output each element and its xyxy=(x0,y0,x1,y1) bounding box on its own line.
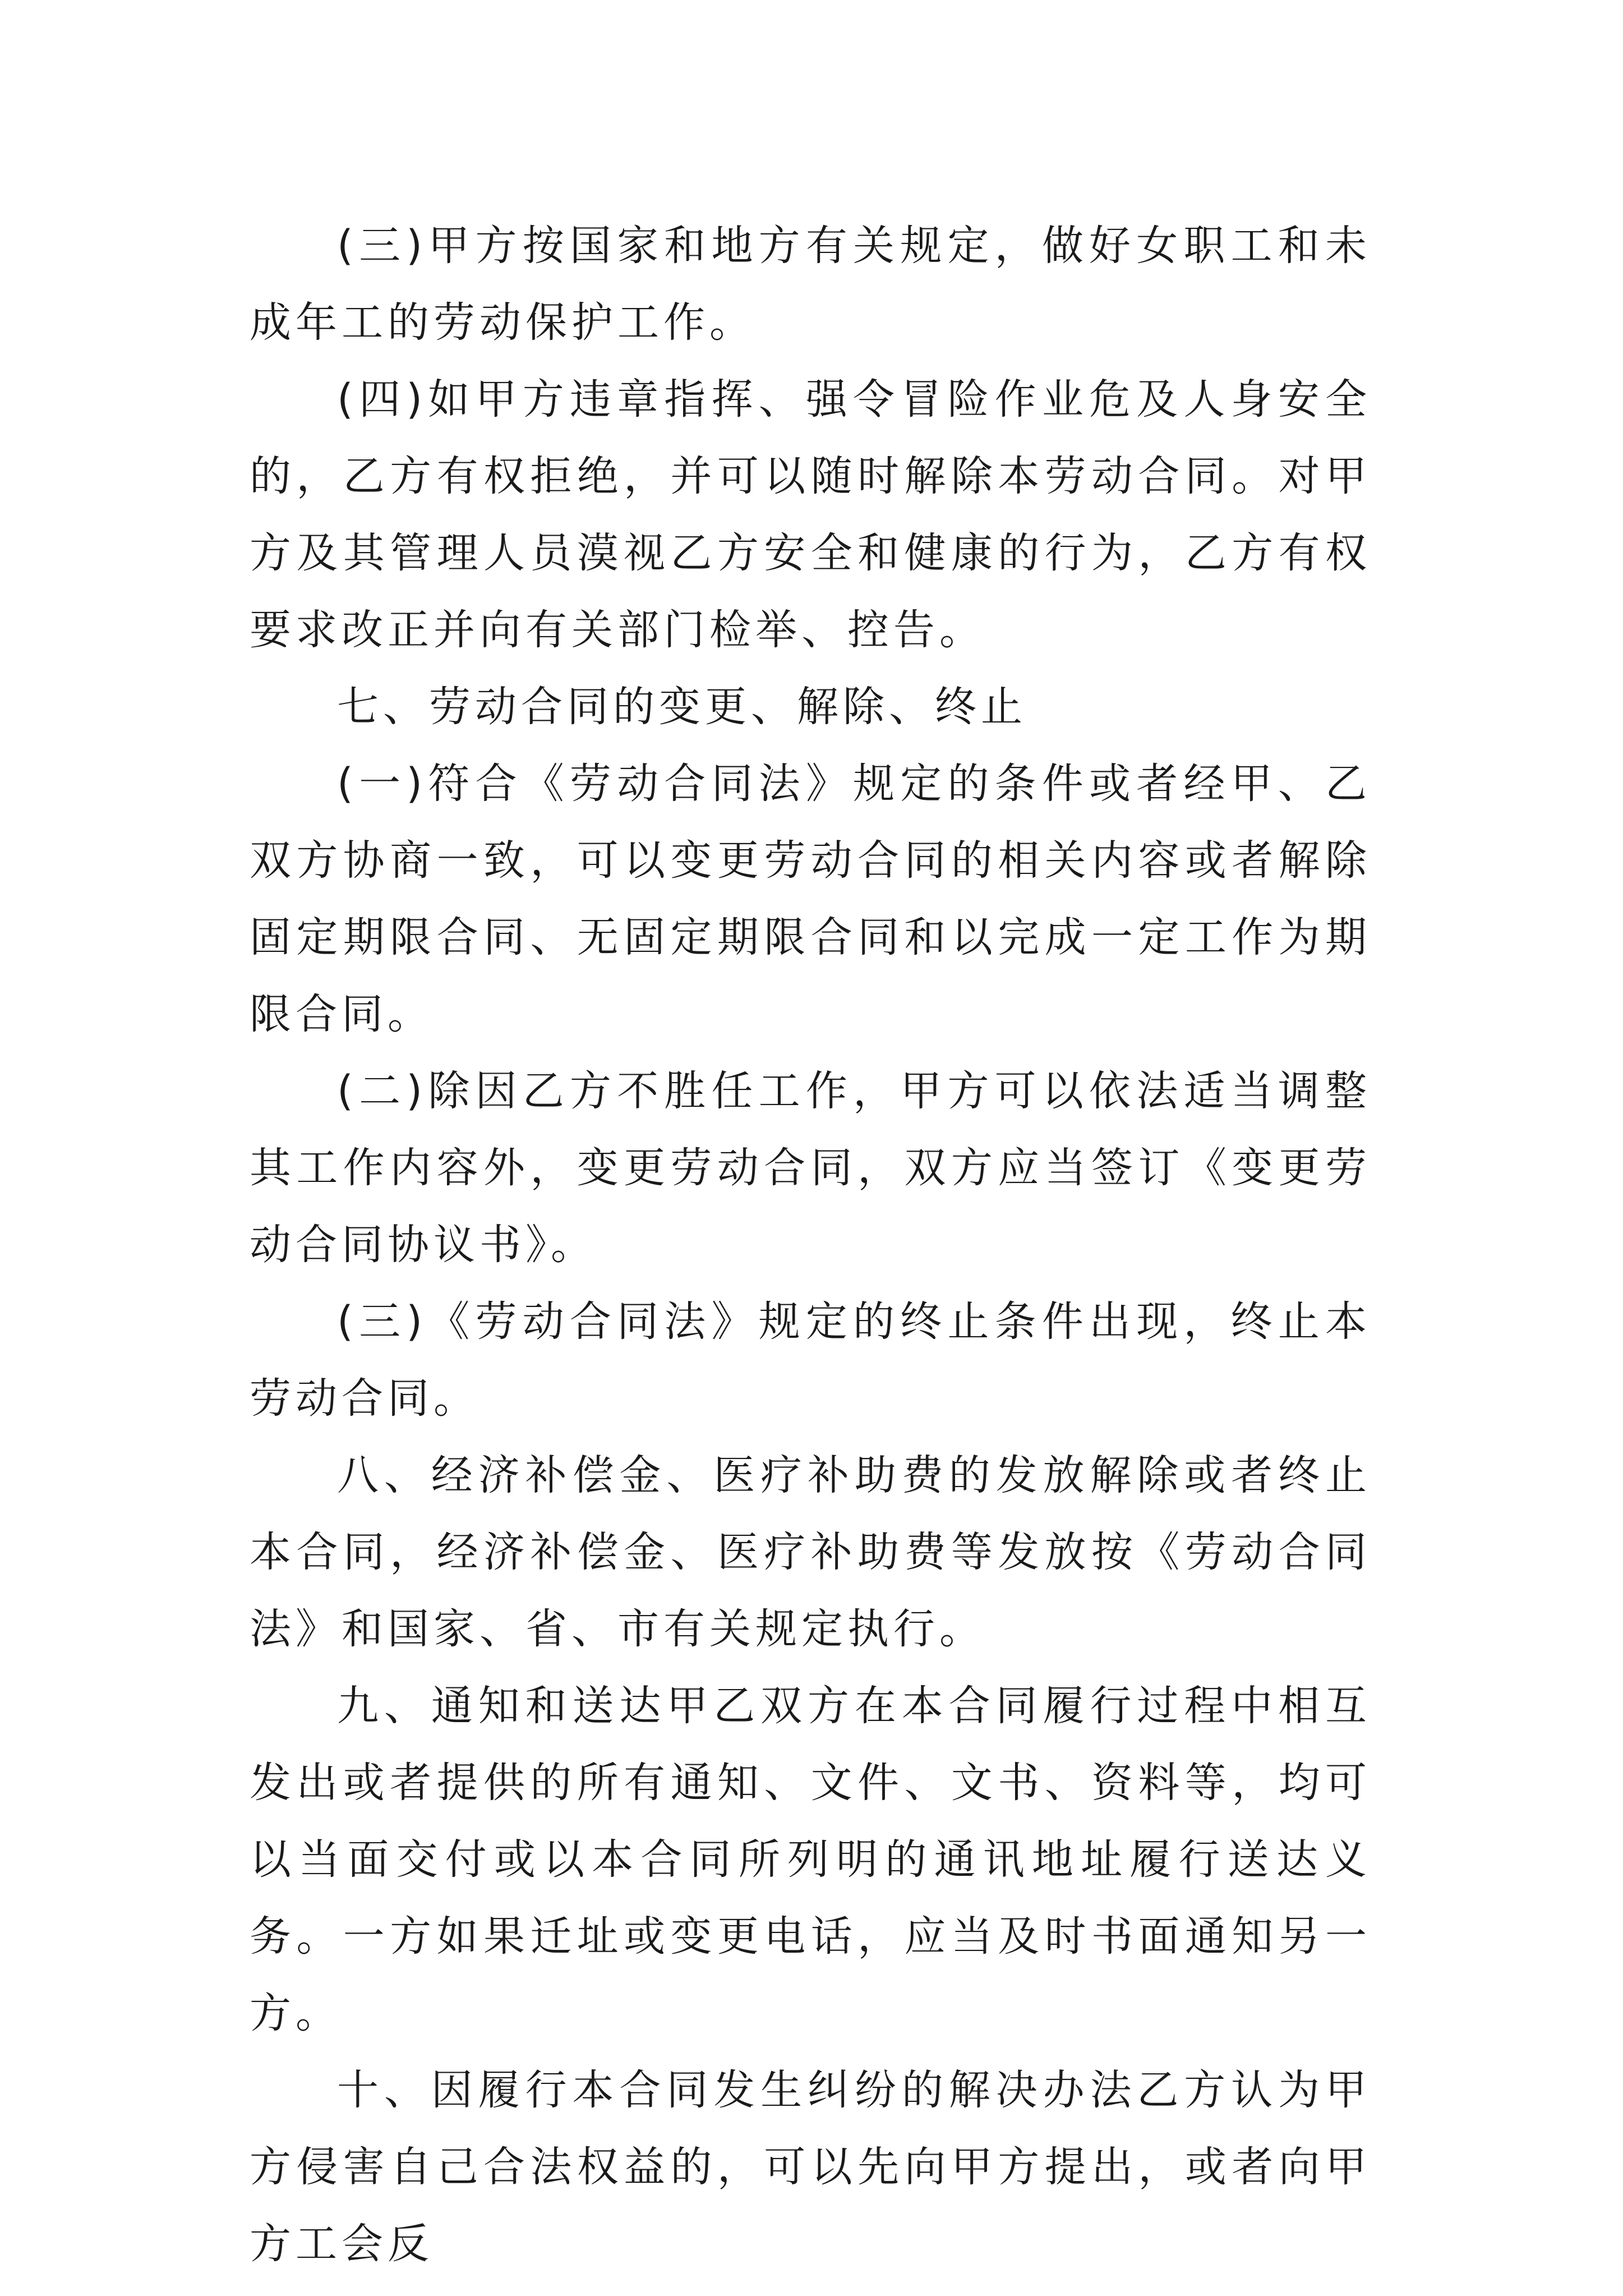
paragraph-section-9: 九、通知和送达甲乙双方在本合同履行过程中相互发出或者提供的所有通知、文件、文书、资料等，均可以当面交付或以本合同所列明的通讯地址履行送达义务。一方如果迁址或变更电话，应当及时书面通知另一方。 xyxy=(250,1682,1371,2037)
paragraph-clause-6-4: (四)如甲方违章指挥、强令冒险作业危及人身安全的，乙方有权拒绝，并可以随时解除本劳动合同。对甲方及其管理人员漠视乙方安全和健康的行为，乙方有权要求改正并向有关部门检举、控告。 xyxy=(250,375,1371,654)
paragraph-clause-7-1: (一)符合《劳动合同法》规定的条件或者经甲、乙双方协商一致，可以变更劳动合同的相关内容或者解除固定期限合同、无固定期限合同和以完成一定工作为期限合同。 xyxy=(250,760,1371,1038)
paragraph-section-8: 八、经济补偿金、医疗补助费的发放解除或者终止本合同，经济补偿金、医疗补助费等发放按《劳动合同法》和国家、省、市有关规定执行。 xyxy=(250,1451,1371,1653)
paragraph-clause-6-3: (三)甲方按国家和地方有关规定，做好女职工和未成年工的劳动保护工作。 xyxy=(250,222,1371,347)
section-heading-7: 七、劳动合同的变更、解除、终止 xyxy=(337,683,1027,731)
paragraph-clause-7-2: (二)除因乙方不胜任工作，甲方可以依法适当调整其工作内容外，变更劳动合同，双方应当签订《变更劳动合同协议书》。 xyxy=(250,1067,1371,1269)
paragraph-clause-7-3: (三)《劳动合同法》规定的终止条件出现，终止本劳动合同。 xyxy=(250,1297,1371,1423)
paragraph-section-10: 十、因履行本合同发生纠纷的解决办法乙方认为甲方侵害自己合法权益的，可以先向甲方提出，或者向甲方工会反 xyxy=(250,2066,1371,2268)
document-body xyxy=(250,208,1371,2283)
